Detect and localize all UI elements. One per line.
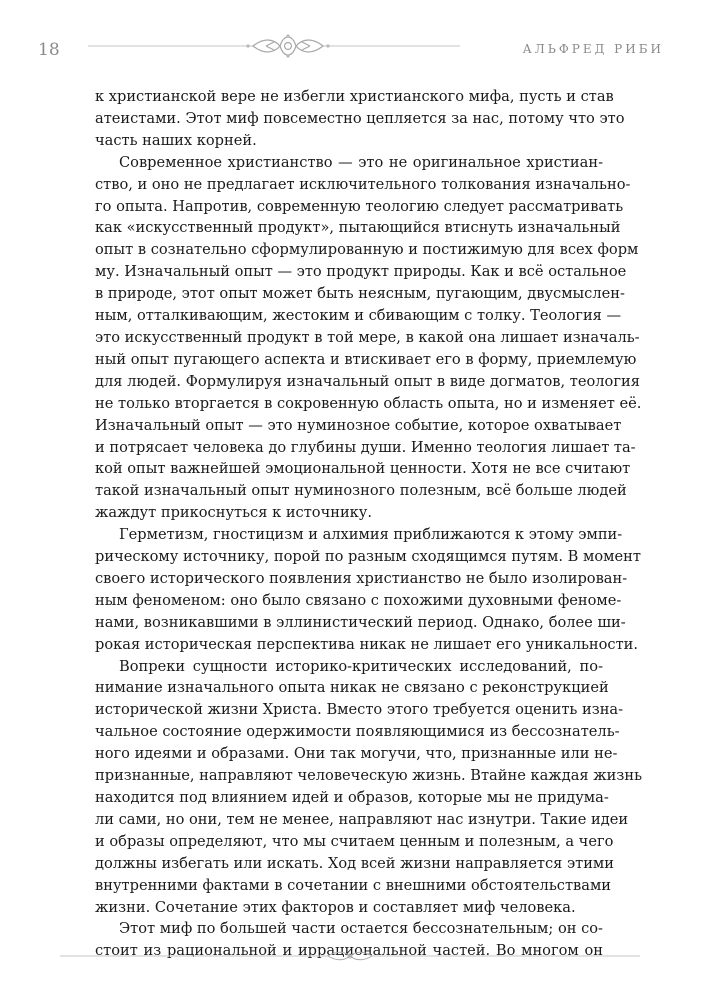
text-line: исторической жизни Христа. Вместо этого требуется оценить изна- [95,701,624,719]
text-line: го опыта. Напротив, современную теологию следует рассматривать [95,197,624,215]
text-line: и образы определяют, что мы считаем ценным и полезным, а чего [95,832,614,850]
text-line: му. Изначальный опыт — это продукт природы. Как и всё остальное [95,263,627,281]
text-line: должны избегать или искать. Ход всей жизни направляется этими [95,854,615,872]
text-line: жизни. Сочетание этих факторов и составляет миф человека. [95,898,576,916]
text-line: ный опыт пугающего аспекта и втискивает его в форму, приемлемую [95,350,637,368]
text-line: нимание изначального опыта никак не связано с реконструкцией [95,679,609,697]
text-line: Изначальный опыт — это нуминозное событие, которое охватывает [95,416,622,434]
text-line: находится под влиянием идей и образов, которые мы не придума- [95,789,609,806]
text-line: внутренними фактами в сочетании с внешними обстоятельствами [95,876,612,894]
text-line: Вопреки сущности историко-критических исследований, по- [119,657,603,675]
text-line: в природе, этот опыт может быть неясным, пугающим, двусмыслен- [95,285,625,303]
text-line: своего исторического появления христианство не было изолирован- [95,569,628,587]
text-line: ство, и оно не предлагает исключительного толкования изначально- [95,175,631,193]
text-line: ным феноменом: оно было связано с похожими духовными феноме- [95,591,622,609]
text-line: как «искусственный продукт», пытающийся втиснуть изначальный [95,219,621,237]
running-head: АЛЬФРЕД РИБИ [522,42,664,56]
text-line: ным, отталкивающим, жестоким и сбивающим с толку. Теология — [95,307,622,325]
text-line: не только вторгается в сокровенную область опыта, но и изменяет её. [95,394,642,412]
text-line: опыт в сознательно сформулированную и постижимую для всех форм [95,241,639,259]
text-line: жаждут прикоснуться к источнику. [95,504,373,522]
text-line: Этот миф по большей части остается бессознательным; он со- [119,920,603,938]
text-line: атеистами. Этот миф повсеместно цепляется за нас, потому что это [95,109,625,127]
body-text [95,86,643,962]
text-line: рическому источнику, порой по разным сходящимся путям. В момент [95,548,641,566]
footer-ornament [60,948,640,964]
text-line: к христианской вере не избегли христианского мифа, пусть и став [95,88,614,105]
text-line: и потрясает человека до глубины души. Именно теология лишает та- [95,438,636,456]
text-line: рокая историческая перспектива никак не лишает его уникальности. [95,635,639,653]
text-line: стоит из рациональной и иррациональной частей. Во многом он [95,942,603,960]
text-line: кой опыт важнейшей эмоциональной ценности. Хотя не все считают [95,460,631,478]
text-line: нами, возникавшими в эллинистический период. Однако, более ши- [95,613,626,631]
text-line: ного идеями и образами. Они так могучи, что, признанные или не- [95,745,618,763]
text-line: Герметизм, гностицизм и алхимия приближаются к этому эмпи- [119,526,623,544]
text-line: признанные, направляют человеческую жизнь. Втайне каждая жизнь [95,767,643,785]
text-line: для людей. Формулируя изначальный опыт в виде догматов, теология [95,372,640,390]
page-header [0,30,702,66]
header-ornament [88,30,488,66]
text-line: это искусственный продукт в той мере, в какой она лишает изначаль- [95,328,640,346]
text-line: часть наших корней. [95,131,257,149]
text-line: Современное христианство — это не оригинальное христиан- [119,153,603,171]
text-line: чальное состояние одержимости появляющимися из бессознатель- [95,723,620,741]
page-number: 18 [38,40,60,60]
text-line: такой изначальный опыт нуминозного полезным, всё больше людей [95,482,627,500]
text-line: ли сами, но они, тем не менее, направляют нас изнутри. Такие идеи [95,810,629,828]
